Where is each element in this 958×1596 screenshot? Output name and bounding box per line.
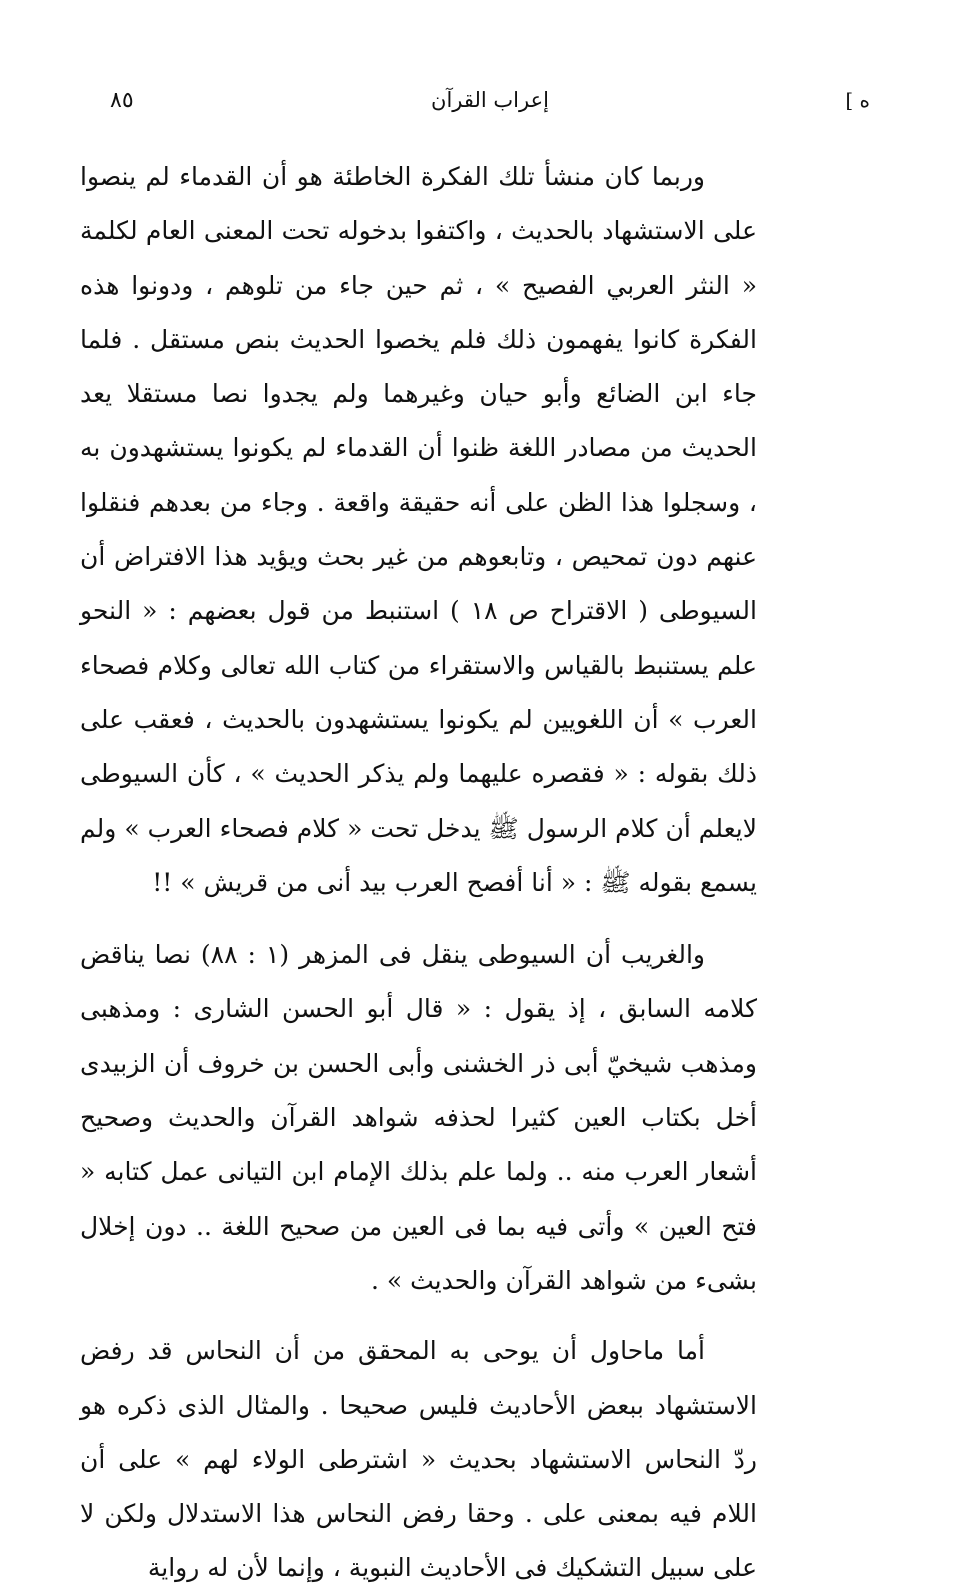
paragraph-gap: [80, 1308, 757, 1324]
margin-mark: ه ]: [845, 88, 870, 112]
page-body: [80, 150, 757, 1596]
paragraph-3: أما ماحاول أن يوحى به المحقق من أن النحاس قد رفض الاستشهاد ببعض الأحاديث فليس صحيحا . والمثال الذى ذكره هو ردّ النحاس الاستشهاد بحديث « اشترطى الولاء لهم » على أن اللام فيه بمعنى على . وحقا رفض النحاس هذا الاستدلال ولكن لا على سبيل التشكيك فى الأحاديث النبوية ، وإنما لأن له رواية: [80, 1336, 757, 1583]
paragraph-2: والغريب أن السيوطى ينقل فى المزهر (١ : ٨٨) نصا يناقض كلامه السابق ، إذ يقول : « قال أبو الحسن الشارى : ومذهبى ومذهب شيخيّ أبى ذر الخشنى وأبى الحسن بن خروف أن الزبيدى أخل بكتاب العين كثيرا لحذفه شواهد القرآن والحديث وصحيح أشعار العرب منه .. ولما علم بذلك الإمام ابن التيانى عمل كتابه « فتح العين » وأتى فيه بما فى العين من صحيح اللغة .. دون إخلال بشىء من شواهد القرآن والحديث » .: [80, 940, 757, 1295]
paragraph-gap: [80, 910, 757, 928]
page-number: ٨٥: [110, 88, 134, 113]
running-title: إعراب القرآن: [431, 88, 549, 112]
running-header: [110, 88, 870, 118]
paragraph-1: وربما كان منشأ تلك الفكرة الخاطئة هو أن القدماء لم ينصوا على الاستشهاد بالحديث ، واكتفوا بدخوله تحت المعنى العام لكلمة « النثر العربي الفصيح » ، ثم حين جاء من تلوهم ، ودونوا هذه الفكرة كانوا يفهمون ذلك فلم يخصوا الحديث بنص مستقل . فلما جاء ابن الضائع وأبو حيان وغيرهما ولم يجدوا نصا مستقلا يعد الحديث من مصادر اللغة ظنوا أن القدماء لم يكونوا يستشهدون به ، وسجلوا هذا الظن على أنه حقيقة واقعة . وجاء من بعدهم فنقلوا عنهم دون تمحيص ، وتابعوهم من غير بحث ويؤيد هذا الافتراض أن السيوطى ( الاقتراح ص ١٨ ) استنبط من قول بعضهم : « النحو علم يستنبط بالقياس والاستقراء من كتاب الله تعالى وكلام فصحاء العرب » أن اللغويين لم يكونوا يستشهدون بالحديث ، فعقب على ذلك بقوله : « فقصره عليهما ولم يذكر الحديث » ، كأن السيوطى لايعلم أن كلام الرسول ﷺ يدخل تحت « كلام فصحاء العرب » ولم يسمع بقوله ﷺ : « أنا أفصح العرب بيد أنى من قريش » !!: [80, 162, 758, 897]
